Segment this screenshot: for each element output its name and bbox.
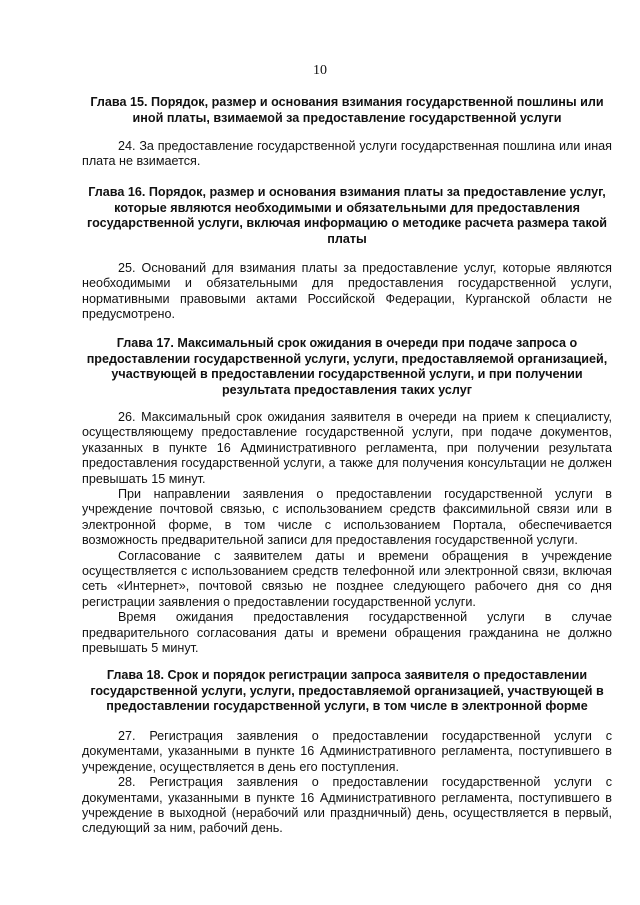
chapter-16-body <box>82 261 612 323</box>
paragraph-25: 25. Оснований для взимания платы за предоставление услуг, которые являются необходимыми и обязательными для предоставления государственной услуги, нормативными правовыми актами Российской Федерации, Курганской области не предусмотрено. <box>82 261 612 322</box>
paragraph-26-postal: При направлении заявления о предоставлении государственной услуги в учреждение почтовой связью, с использованием средств факсимильной связи или в электронной форме, в том числе с использованием Портала, обеспечивается возможность предварительной записи для предоставления государственной услуги. <box>82 487 612 548</box>
paragraph-24: 24. За предоставление государственной услуги государственная пошлина или иная плата не взимается. <box>82 139 612 169</box>
chapter-17 <box>82 336 612 398</box>
chapter-15-heading: Глава 15. Порядок, размер и основания взимания государственной пошлины или иной платы, взимаемой за предоставление государственной услуги <box>90 95 604 125</box>
chapter-16 <box>82 185 612 247</box>
chapter-17-heading: Глава 17. Максимальный срок ожидания в очереди при подаче запроса о предоставлении государственной услуги, услуги, предоставляемой организацией, участвующей в предоставлении государственной услуги, и при получении результата предоставления таких услуг <box>86 336 608 397</box>
chapter-16-heading: Глава 16. Порядок, размер и основания взимания платы за предоставление услуг, которые являются необходимыми и обязательными для предоставления государственной услуги, включая информацию о методике расчета размера такой платы <box>86 185 608 246</box>
paragraph-26-waiting: Время ожидания предоставления государственной услуги в случае предварительного согласования даты и времени обращения гражданина не должно превышать 5 минут. <box>82 610 612 656</box>
chapter-18-body <box>82 729 612 837</box>
paragraph-26-agreement: Согласование с заявителем даты и времени обращения в учреждение осуществляется с использованием средств телефонной или электронной связи, включая сеть «Интернет», почтовой связью не позднее следующего рабочего дня со дня регистрации заявления о предоставлении государственной услуги. <box>82 548 612 609</box>
page-number: 10 <box>313 63 327 78</box>
chapter-18 <box>82 668 612 715</box>
chapter-15 <box>82 95 612 126</box>
chapter-18-heading: Глава 18. Срок и порядок регистрации запроса заявителя о предоставлении государственной услуги, услуги, предоставляемой организацией, участвующей в предоставлении государственной услуги, в том числе в электронной форме <box>90 668 604 714</box>
chapter-17-body <box>82 410 612 657</box>
paragraph-26: 26. Максимальный срок ожидания заявителя в очереди на прием к специалисту, осуществляющему предоставление государственной услуги, при подаче документов, указанных в пункте 16 Административного регламента, при получении результата предоставления государственной услуги, а также для получения консультации не должен превышать 15 минут. <box>82 410 612 486</box>
paragraph-28: 28. Регистрация заявления о предоставлении государственной услуги с документами, указанными в пункте 16 Административного регламента, поступившего в учреждение в выходной (нерабочий или праздничный) день, осуществляется в первый, следующий за ним, рабочий день. <box>82 775 612 836</box>
paragraph-27: 27. Регистрация заявления о предоставлении государственной услуги с документами, указанными в пункте 16 Административного регламента, поступившего в учреждение, осуществляется в день его поступления. <box>82 729 612 774</box>
chapter-15-body <box>82 139 612 170</box>
